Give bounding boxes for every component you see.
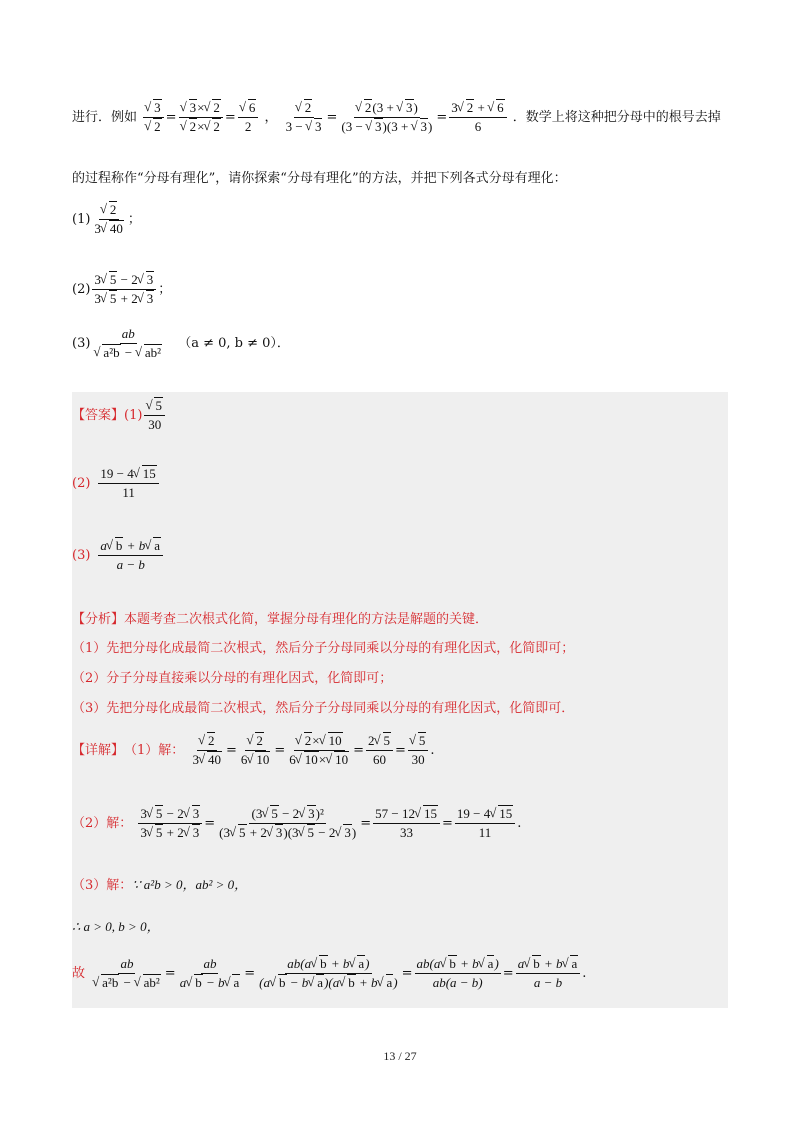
intro-line-2: 的过程称作“分母有理化”，请你探索“分母有理化”的方法，并把下列各式分母有理化：: [72, 171, 567, 186]
example-fraction-2: √ $\frac{2}{3 - √ 3}$: [284, 100, 325, 135]
answer-3: (3) $\frac{a√ b + b√ a}{a - b}$: [72, 538, 165, 573]
detail-therefore: ∴ a > 0, b > 0，: [72, 919, 160, 934]
analysis-step-2: （2）分子分母直接乘以分母的有理化因式，化简即可；: [72, 671, 393, 686]
question-3: (3) ab √ a²b − √ ab² （a ≠ 0, b ≠ 0）．: [72, 326, 290, 361]
analysis-summary: 【分析】本题考查二次根式化简，掌握分母有理化的方法是解题的关键．: [72, 612, 489, 627]
page-number: 13 / 27: [383, 1049, 417, 1063]
detail-conclusion: 故 ab √ a²b − √ ab² = $\frac{ab}{a√ b - b√ a}$ = $\frac{ab(a√ b + b√ a)}{(a√ b - b√ a)(a√ b + b√ a)}$ = $\frac{ab(a√ b + b√ a)}{ab(a - b)}$ = $\frac{a√ b + b√ a}{a - b}$ .: [72, 956, 586, 991]
analysis-step-3: （3）先把分母化成最简二次根式，然后分子分母同乘以分母的有理化因式，化简即可．: [72, 701, 575, 716]
answer-1: 【答案】(1) √ $\frac{5}{30}$: [72, 398, 167, 433]
example-fraction-1: √ 3 √ 2: [143, 100, 164, 135]
detail-part-3: （3）解：∵ a²b > 0，ab² > 0，: [72, 877, 248, 893]
answer-2: (2) $\frac{19 - 4√ 15}{11}$: [72, 466, 161, 501]
analysis-step-1: （1）先把分母化成最简二次根式，然后分子分母同乘以分母的有理化因式，化简即可；: [72, 641, 575, 656]
question-1: (1) √ $\frac{2}{3√ 40}$ ；: [72, 202, 141, 237]
question-2: (2) $\frac{3√ 5 - 2√ 3}{3√ 5 + 2√ 3}$ ；: [72, 272, 171, 307]
intro-line-1: 进行．例如 √ 3 √ 2 = √ 3×√ 2 √ 2×√ 2 = √ $\frac{6}{2}$ ， √ $\frac{2}{3 - √ 3}$ = √ $\frac{2(3 + √ 3)}{(3 - √ 3)(3 + √ 3)}$ = $\frac{3√ 2 + √ 6}{6}$ ．数学上将这种把分母中的根号去掉: [72, 100, 721, 135]
detail-part-2: （2）解： $\frac{3√ 5 - 2√ 3}{3√ 5 + 2√ 3}$ = $\frac{\text{(3√ 5 − 2√ 3)²}}{(3√ 5 + 2√ 3)(3√ 5 - 2√ 3)}$ = $\frac{57 - 12√ 15}{33}$ = $\frac{19 - 4√ 15}{11}$ .: [72, 806, 521, 841]
detail-part-1: 【详解】（1）解： √ $\frac{2}{3√ 40}$ = √ $\frac{2}{6√ 10}$ = √ $\frac{2\times√ 10}{6√ 10\times√ 10}$ = $\frac{2√ 5}{60}$ = √ $\frac{5}{30}$ .: [72, 733, 435, 768]
